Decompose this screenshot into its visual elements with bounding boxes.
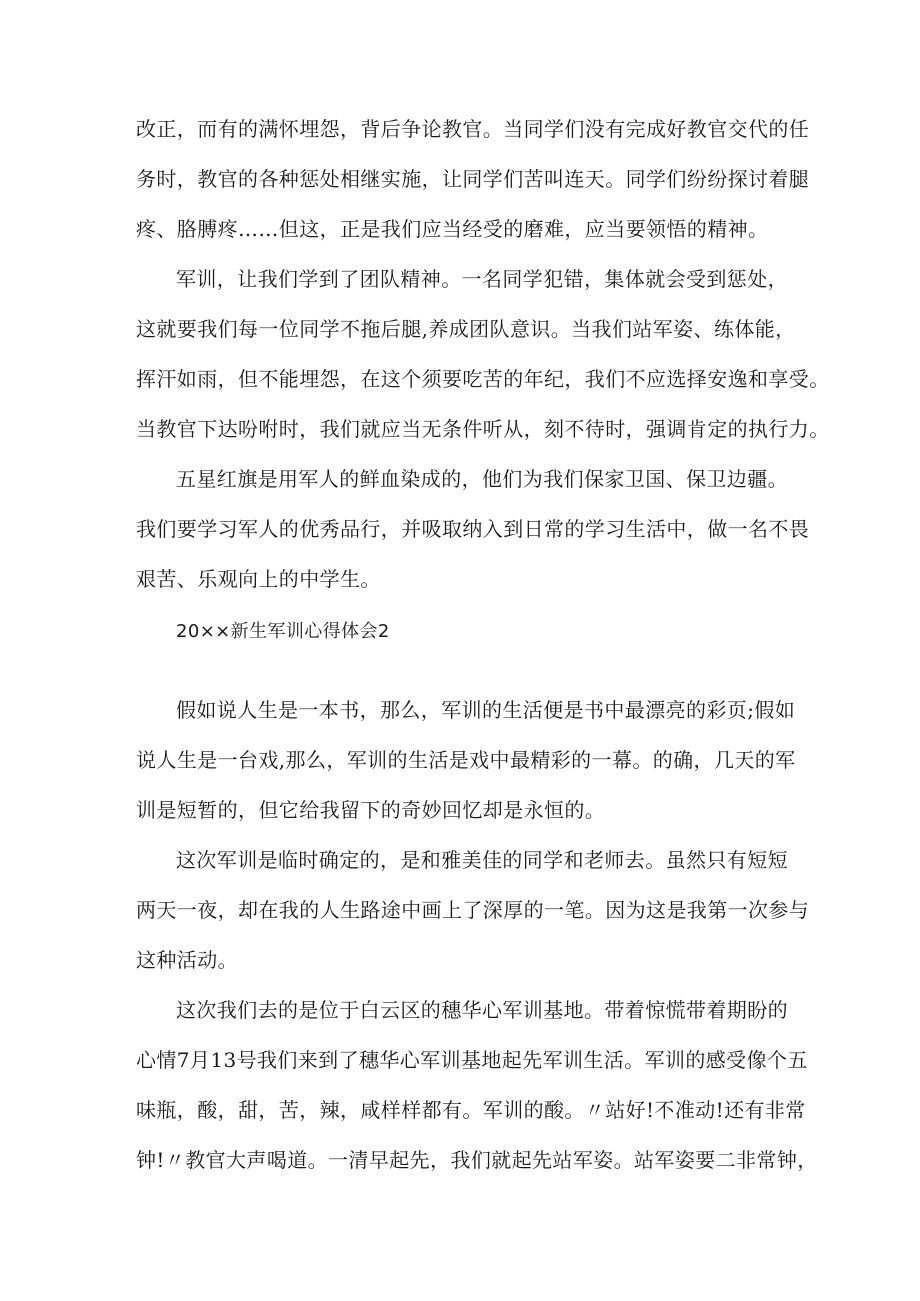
paragraph-line: 改正，而有的满怀埋怨，背后争论教官。当同学们没有完成好教官交代的任 [136, 117, 810, 141]
paragraph-line: 我们要学习军人的优秀品行，并吸取纳入到日常的学习生活中，做一名不畏 [136, 517, 810, 541]
paragraph-line: 训是短暂的，但它给我留下的奇妙回忆却是永恒的。 [136, 798, 606, 822]
paragraph-line: 这次我们去的是位于白云区的穗华心军训基地。带着惊慌带着期盼的 [176, 998, 788, 1022]
paragraph-line: 钟!〃教官大声喝道。一清早起先，我们就起先站军姿。站军姿要二非常钟， [136, 1148, 818, 1172]
paragraph-line: 两天一夜，却在我的人生路途中画上了深厚的一笔。因为这是我第一次参与 [136, 898, 810, 922]
paragraph-line: 心情7月13号我们来到了穗华心军训基地起先军训生活。军训的感受像个五 [136, 1048, 808, 1072]
paragraph-line: 五星红旗是用军人的鲜血染成的，他们为我们保家卫国、保卫边疆。 [176, 467, 788, 491]
paragraph-line: 挥汗如雨，但不能埋怨，在这个须要吃苦的年纪，我们不应选择安逸和享受。 [136, 367, 830, 391]
paragraph-line: 这就要我们每一位同学不拖后腿,养成团队意识。当我们站军姿、练体能， [136, 317, 796, 341]
paragraph-line: 军训，让我们学到了团队精神。一名同学犯错，集体就会受到惩处， [176, 267, 788, 291]
paragraph-line: 说人生是一台戏,那么，军训的生活是戏中最精彩的一幕。的确，几天的军 [136, 748, 796, 772]
paragraph-line: 这种活动。 [136, 948, 238, 972]
section-heading: 20××新生军训心得体会2 [176, 621, 390, 642]
paragraph-line: 这次军训是临时确定的，是和雅美佳的同学和老师去。虽然只有短短 [176, 848, 788, 872]
paragraph-line: 艰苦、乐观向上的中学生。 [136, 567, 381, 591]
paragraph-line: 味瓶，酸，甜，苦，辣，咸样样都有。军训的酸。〃站好!不准动!还有非常 [136, 1098, 806, 1122]
paragraph-line: 当教官下达吩咐时，我们就应当无条件听从，刻不待时，强调肯定的执行力。 [136, 417, 830, 441]
paragraph-line: 务时，教官的各种惩处相继实施，让同学们苦叫连天。同学们纷纷探讨着腿 [136, 167, 810, 191]
paragraph-line: 疼、胳膊疼……但这，正是我们应当经受的磨难，应当要领悟的精神。 [136, 217, 769, 241]
paragraph-line: 假如说人生是一本书，那么，军训的生活便是书中最漂亮的彩页;假如 [176, 698, 796, 722]
